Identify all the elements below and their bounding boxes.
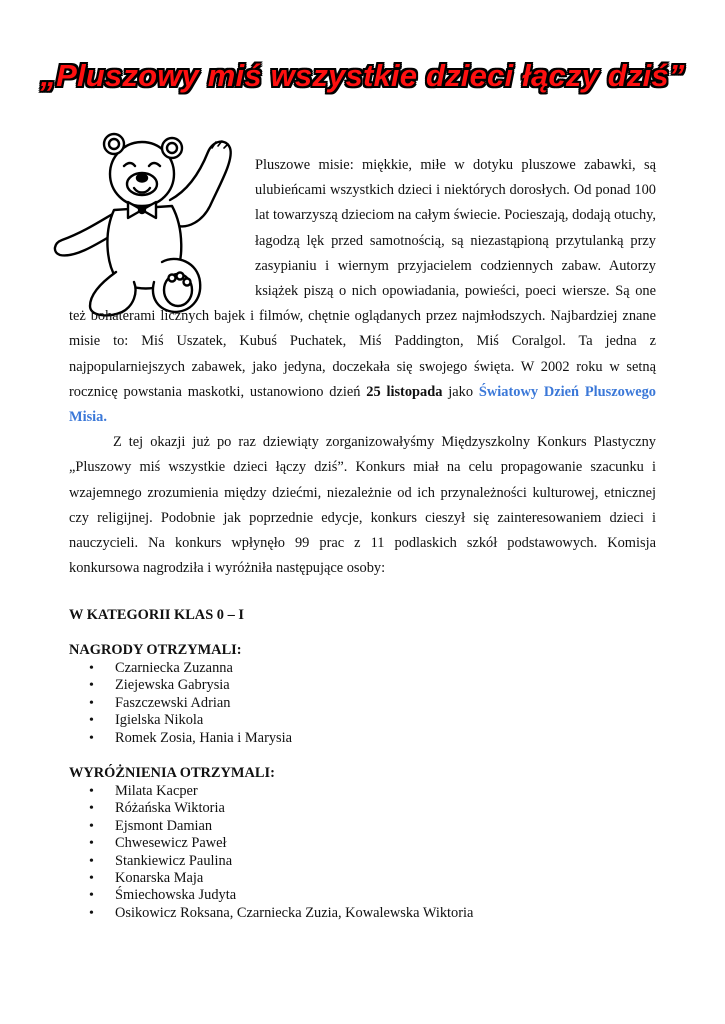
- list-item: • Faszczewski Adrian: [69, 695, 292, 712]
- category-heading: W KATEGORII KLAS 0 – I: [69, 607, 244, 623]
- intro-paragraph-2: Z tej okazji już po raz dziewiąty zorganizowałyśmy Międzyszkolny Konkurs Plastyczny „Pluszowy miś wszystkie dzieci łączy dziś”. Konkurs miał na celu propagowanie szacunku i wzajemnego zrozumienia między dziećmi, niezależnie od ich przynależności kulturowej, etnicznej czy religijnej. Podobnie jak poprzednie edycje, konkurs cieszył się zainteresowaniem dzieci i nauczycieli. Na konkurs wpłynęło 99 prac z 11 podlaskich szkół podstawowych. Komisja konkursowa nagrodziła i wyróżniła następujące osoby:: [69, 434, 656, 577]
- intro-text: [69, 153, 656, 581]
- distinctions-list: [69, 783, 473, 922]
- list-item: • Czarniecka Zuzanna: [69, 660, 292, 677]
- list-item: • Śmiechowska Judyta: [69, 887, 473, 904]
- list-item: • Konarska Maja: [69, 870, 473, 887]
- list-item: • Milata Kacper: [69, 783, 473, 800]
- distinctions-heading: WYRÓŻNIENIA OTRZYMALI:: [69, 765, 275, 781]
- holiday-period: .: [103, 409, 107, 426]
- intro-p1-text: Pluszowe misie: miękkie, miłe w dotyku pluszowe zabawki, są ulubieńcami wszystkich dzieci i niektórych dorosłych. Od ponad 100 lat towarzyszą dzieciom na całym świecie. Pocieszają, dodają otuchy, łagodzą lęk przed samotnością, są niezastąpioną przytulanką przy zasypianiu i wiernym przyjacielem codziennych zabaw. Autorzy książek piszą o nich opowiadania, powieści, poeci wiersze. Są one też bohaterami licznych bajek i filmów, chętnie oglądanych przez najmłodszych. Najbardziej znane misie to: Miś Uszatek, Kubuś Puchatek, Miś Paddington, Miś Coralgol. Ta jedna z najpopularniejszych zabawek, jako jedyna, doczekała się swojego święta. W 2002 roku w setną rocznicę powstania maskotki, ustanowiono dzień: [69, 157, 656, 400]
- list-item: • Osikowicz Roksana, Czarniecka Zuzia, Kowalewska Wiktoria: [69, 905, 473, 922]
- list-item: • Ziejewska Gabrysia: [69, 677, 292, 694]
- list-item: • Romek Zosia, Hania i Marysia: [69, 730, 292, 747]
- list-item: • Chwesewicz Paweł: [69, 835, 473, 852]
- intro-p1-connector: jako: [442, 383, 479, 400]
- awards-heading: NAGRODY OTRZYMALI:: [69, 642, 242, 658]
- event-date: 25 listopada: [366, 383, 443, 400]
- list-item: • Ejsmont Damian: [69, 818, 473, 835]
- list-item: • Stankiewicz Paulina: [69, 853, 473, 870]
- list-item: • Igielska Nikola: [69, 712, 292, 729]
- holiday-name: Światowy Dzień Pluszowego Misia: [69, 383, 656, 426]
- page-title: „Pluszowy miś wszystkie dzieci łączy dziś”: [40, 58, 685, 93]
- list-item: • Różańska Wiktoria: [69, 800, 473, 817]
- awards-list: [69, 660, 292, 747]
